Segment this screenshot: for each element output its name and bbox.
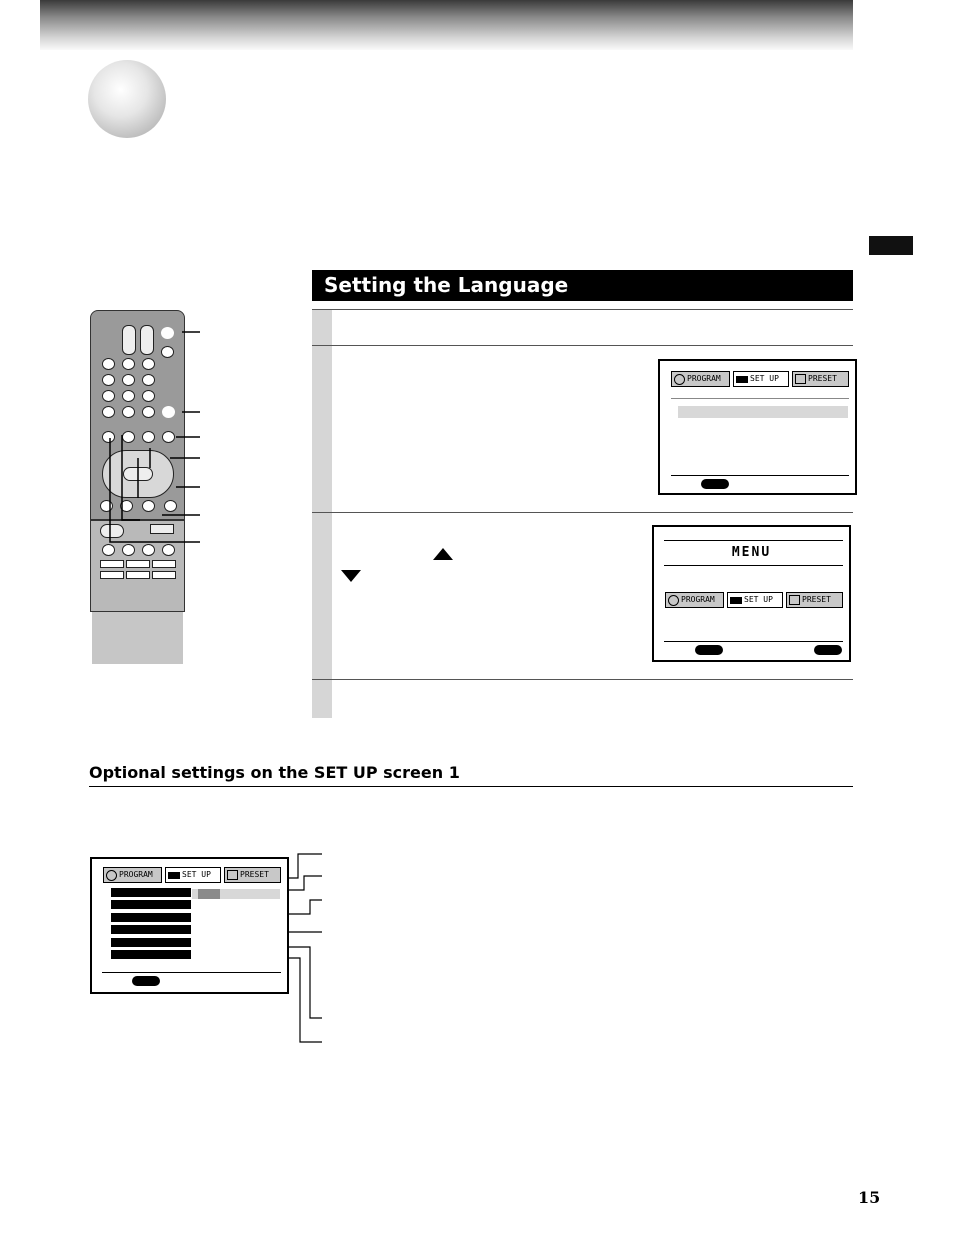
page-number: 15 <box>858 1188 881 1207</box>
triangle-up-icon <box>433 548 453 560</box>
tab-setup <box>727 592 783 608</box>
setting-row-bar <box>111 950 191 959</box>
remote-rect-button <box>100 571 124 579</box>
clock-icon <box>674 374 685 385</box>
screen-rule <box>664 641 843 642</box>
tab-program <box>671 371 730 387</box>
setting-row-bar <box>111 925 191 934</box>
section-title-bar: Setting the Language <box>312 270 853 301</box>
remote-rect-button <box>100 560 124 568</box>
setting-row-bar <box>111 938 191 947</box>
step-divider <box>312 309 853 310</box>
screen-rule <box>664 540 843 541</box>
tv-icon <box>227 870 238 880</box>
tab-setup-label: SET UP <box>182 870 211 879</box>
remote-rect-button <box>126 571 150 579</box>
menu-title: MENU <box>731 545 772 560</box>
remote-rect-button <box>152 571 176 579</box>
tape-icon <box>736 376 748 383</box>
tab-preset <box>224 867 281 883</box>
tab-setup-label: SET UP <box>744 595 773 604</box>
key-pill <box>695 645 723 655</box>
tape-icon <box>168 872 180 879</box>
tab-setup <box>165 867 221 883</box>
heading-rule <box>89 786 853 787</box>
header-gradient-band <box>40 0 853 50</box>
optional-settings-heading: Optional settings on the SET UP screen 1 <box>89 763 460 782</box>
clock-icon <box>106 870 117 881</box>
remote-body-bottom <box>92 612 183 664</box>
setting-row-bar <box>111 900 191 909</box>
setup-callout-lines <box>280 850 330 1050</box>
tab-preset-label: PRESET <box>808 374 837 383</box>
menu-tab-bar <box>103 867 281 883</box>
menu-screen-illustration <box>652 525 851 662</box>
chapter-sphere-icon <box>88 60 166 138</box>
setup-screen-illustration <box>658 359 857 495</box>
tape-icon <box>730 597 742 604</box>
remote-rect-button <box>126 560 150 568</box>
menu-tab-bar <box>665 592 843 608</box>
tab-program-label: PROGRAM <box>687 374 721 383</box>
screen-rule <box>102 972 281 973</box>
screen-rule <box>671 475 849 476</box>
highlighted-row <box>678 406 848 418</box>
step-divider <box>312 512 853 513</box>
tab-preset <box>792 371 849 387</box>
remote-callout-lines <box>100 320 210 550</box>
key-pill <box>701 479 729 489</box>
tv-icon <box>795 374 806 384</box>
tab-setup-label: SET UP <box>750 374 779 383</box>
value-cursor <box>198 889 220 899</box>
tab-program-label: PROGRAM <box>119 870 153 879</box>
screen-rule <box>664 565 843 566</box>
clock-icon <box>668 595 679 606</box>
key-pill <box>132 976 160 986</box>
tab-preset <box>786 592 843 608</box>
screen-rule <box>671 398 849 399</box>
step-divider <box>312 679 853 680</box>
tab-program-label: PROGRAM <box>681 595 715 604</box>
tab-setup <box>733 371 789 387</box>
setting-row-bar <box>111 913 191 922</box>
step-number-column <box>312 309 332 718</box>
tab-preset-label: PRESET <box>802 595 831 604</box>
tv-icon <box>789 595 800 605</box>
tab-program <box>103 867 162 883</box>
menu-tab-bar <box>671 371 849 387</box>
remote-rect-button <box>152 560 176 568</box>
side-index-tab <box>869 236 913 255</box>
triangle-down-icon <box>341 570 361 582</box>
tab-preset-label: PRESET <box>240 870 269 879</box>
key-pill <box>814 645 842 655</box>
setting-row-bar <box>111 888 191 897</box>
step-divider <box>312 345 853 346</box>
tab-program <box>665 592 724 608</box>
